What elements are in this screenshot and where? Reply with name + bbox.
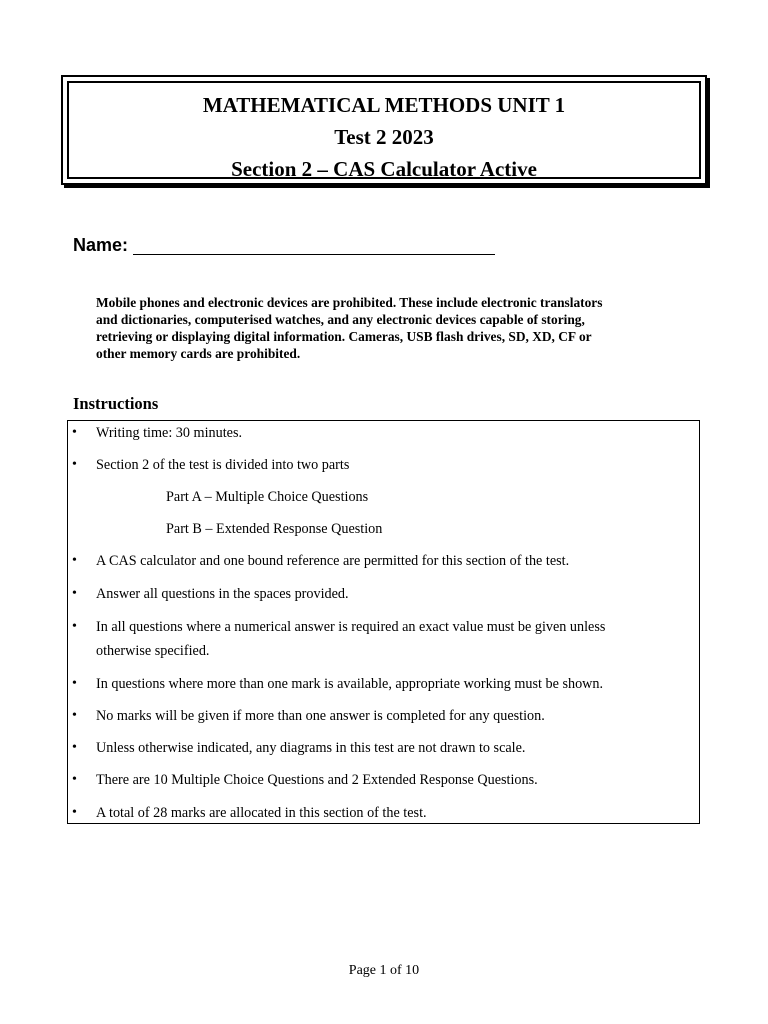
instruction-text: Writing time: 30 minutes. [96, 425, 243, 441]
name-field-row [73, 233, 503, 259]
instruction-text: In questions where more than one mark is available, appropriate working must be shown. [96, 676, 604, 692]
instruction-text: Unless otherwise indicated, any diagrams in this test are not drawn to scale. [96, 740, 526, 756]
page-number-footer: Page 1 of 10 [348, 963, 420, 978]
instruction-text: No marks will be given if more than one answer is completed for any question. [96, 708, 545, 724]
bullet-icon: • [72, 553, 77, 568]
test-number-title: Test 2 2023 [334, 125, 434, 149]
instruction-text: A total of 28 marks are allocated in this section of the test. [96, 805, 427, 821]
instruction-text: Answer all questions in the spaces provided. [96, 586, 349, 602]
bullet-icon: • [72, 805, 77, 820]
exam-subject-title: MATHEMATICAL METHODS UNIT 1 [202, 93, 566, 117]
part-a-sub-item: Part A – Multiple Choice Questions [166, 489, 369, 505]
bullet-icon: • [72, 772, 77, 787]
instructions-box [67, 420, 700, 824]
title-inner-border [67, 81, 701, 179]
title-box [61, 75, 707, 185]
instruction-text: In all questions where a numerical answer is required an exact value must be given unless [96, 619, 606, 635]
instruction-text: A CAS calculator and one bound reference are permitted for this section of the test. [96, 553, 570, 569]
instruction-text-continuation: otherwise specified. [96, 643, 210, 659]
instructions-heading: Instructions [73, 394, 159, 413]
bullet-icon: • [72, 708, 77, 723]
bullet-icon: • [72, 676, 77, 691]
name-label: Name: [73, 235, 129, 255]
bullet-icon: • [72, 740, 77, 755]
bullet-icon: • [72, 425, 77, 440]
prohibited-devices-notice: Mobile phones and electronic devices are prohibited. These include electronic translators and dictionaries, computerised watches, and any electronic devices capable of storing, retrieving or displaying digital information. Cameras, USB flash drives, SD, XD, CF or other memory cards are prohibited. [96, 295, 603, 361]
section-title: Section 2 – CAS Calculator Active [231, 157, 537, 181]
bullet-icon: • [72, 619, 77, 634]
name-writing-line[interactable] [133, 254, 495, 255]
instruction-text: Section 2 of the test is divided into two parts [96, 457, 350, 473]
part-b-sub-item: Part B – Extended Response Question [166, 521, 383, 537]
bullet-icon: • [72, 586, 77, 601]
bullet-icon: • [72, 457, 77, 472]
instruction-text: There are 10 Multiple Choice Questions and 2 Extended Response Questions. [96, 772, 538, 788]
